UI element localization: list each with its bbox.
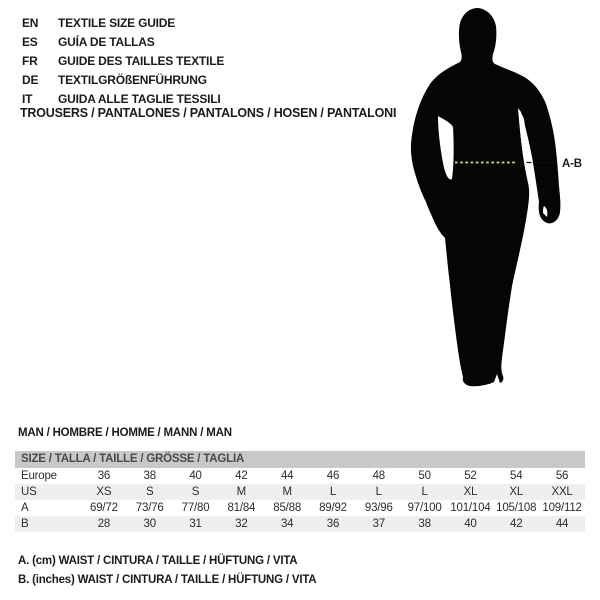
man-silhouette-icon bbox=[411, 8, 561, 386]
language-label: GUIDE DES TAILLES TEXTILE bbox=[58, 53, 225, 68]
size-cell: 40 bbox=[464, 518, 477, 530]
size-cell: 69/72 bbox=[90, 502, 118, 514]
size-cell: 105/108 bbox=[496, 502, 537, 514]
category-title: TROUSERS / PANTALONES / PANTALONS / HOSEN / PANTALONI bbox=[20, 106, 397, 120]
size-cell: 37 bbox=[372, 518, 385, 530]
language-row-fr bbox=[22, 51, 224, 70]
size-cell: 34 bbox=[280, 518, 294, 530]
size-cell: 101/104 bbox=[450, 502, 491, 514]
size-cell: 42 bbox=[510, 518, 523, 530]
size-cell: 30 bbox=[143, 518, 156, 530]
table-row-us bbox=[15, 484, 585, 500]
size-cell: 56 bbox=[555, 470, 569, 482]
size-cell: XXL bbox=[551, 486, 573, 498]
note-b: B. (inches) WAIST / CINTURA / TAILLE / HÜFTUNG / VITA bbox=[18, 574, 317, 586]
size-cell: M bbox=[236, 486, 247, 498]
language-label: TEXTILGRÖßENFÜHRUNG bbox=[58, 72, 207, 87]
man-section-title: MAN / HOMBRE / HOMME / MANN / MAN bbox=[18, 427, 232, 439]
language-label: GUÍA DE TALLAS bbox=[58, 34, 155, 49]
size-cell: 36 bbox=[326, 518, 340, 530]
row-label: Europe bbox=[21, 470, 57, 482]
size-cell: S bbox=[145, 486, 154, 498]
language-code: DE bbox=[22, 72, 39, 87]
size-cell: XS bbox=[96, 486, 112, 498]
size-cell: 93/96 bbox=[364, 502, 393, 514]
size-table-section bbox=[15, 451, 585, 532]
size-cell: 28 bbox=[97, 518, 111, 530]
size-cell: 73/76 bbox=[135, 502, 164, 514]
man-silhouette-figure bbox=[402, 6, 587, 398]
language-code: IT bbox=[22, 91, 33, 106]
size-cell: 97/100 bbox=[407, 502, 442, 514]
note-a: A. (cm) WAIST / CINTURA / TAILLE / HÜFTUNG / VITA bbox=[18, 555, 298, 567]
language-row-de bbox=[22, 70, 224, 89]
size-cell: 50 bbox=[418, 470, 431, 482]
size-cell: 38 bbox=[418, 518, 431, 530]
language-row-es bbox=[22, 32, 224, 51]
size-cell: 109/112 bbox=[542, 502, 582, 514]
size-cell: 31 bbox=[189, 518, 202, 530]
measurement-notes bbox=[18, 552, 316, 590]
language-label: TEXTILE SIZE GUIDE bbox=[58, 15, 176, 30]
size-cell: 48 bbox=[372, 470, 385, 482]
size-cell: L bbox=[375, 486, 382, 498]
row-label: B bbox=[21, 518, 29, 530]
language-row-en bbox=[22, 13, 224, 32]
language-code: EN bbox=[22, 15, 39, 30]
size-cell: XL bbox=[509, 486, 524, 498]
size-cell: 52 bbox=[464, 470, 477, 482]
language-label: GUIDA ALLE TAGLIE TESSILI bbox=[58, 91, 221, 106]
size-cell: 81/84 bbox=[227, 502, 256, 514]
size-cell: 40 bbox=[189, 470, 202, 482]
table-row-a-cm bbox=[15, 500, 585, 516]
table-row-b-inches bbox=[15, 516, 585, 532]
language-legend bbox=[22, 13, 224, 108]
size-table-header-bar: SIZE / TALLA / TAILLE / GRÖSSE / TAGLIA bbox=[15, 451, 585, 468]
measure-label: A-B bbox=[562, 158, 582, 170]
size-cell: XL bbox=[463, 486, 478, 498]
size-table bbox=[15, 468, 585, 532]
row-label: US bbox=[21, 486, 37, 498]
size-cell: S bbox=[191, 486, 200, 498]
size-cell: 36 bbox=[97, 470, 111, 482]
size-cell: L bbox=[329, 486, 337, 498]
table-row-europe bbox=[15, 468, 585, 484]
language-code: ES bbox=[22, 34, 38, 49]
size-cell: 89/92 bbox=[319, 502, 347, 514]
size-cell: 38 bbox=[143, 470, 156, 482]
size-cell: 46 bbox=[326, 470, 340, 482]
size-cell: 44 bbox=[280, 470, 294, 482]
size-cell: 77/80 bbox=[181, 502, 210, 514]
size-cell: 42 bbox=[235, 470, 248, 482]
size-cell: 44 bbox=[555, 518, 569, 530]
row-label: A bbox=[21, 502, 29, 514]
size-cell: L bbox=[421, 486, 428, 498]
size-cell: 32 bbox=[235, 518, 248, 530]
size-cell: 54 bbox=[510, 470, 523, 482]
language-code: FR bbox=[22, 53, 38, 68]
size-cell: 85/88 bbox=[273, 502, 302, 514]
size-cell: M bbox=[282, 486, 292, 498]
